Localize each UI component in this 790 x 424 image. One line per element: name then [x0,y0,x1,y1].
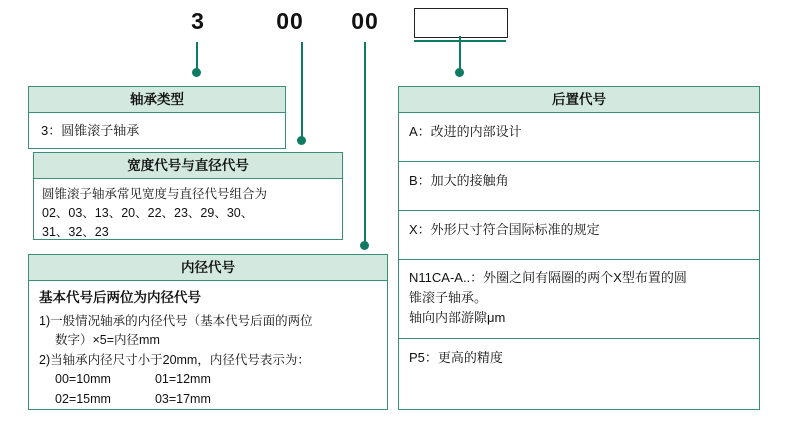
bore-code-subtitle: 基本代号后两位为内径代号 [39,290,201,305]
bore-code-03: 03=17mm [154,391,211,406]
panel-width-diameter-code [33,152,343,240]
suffix-row-x: X：外形尺寸符合国际标准的规定 [399,211,759,260]
bore-code-item1-line2: 数字）×5=内径mm [55,333,160,347]
bore-code-item2-line1: 2)当轴承内径尺寸小于20mm，内径代号表示为： [39,352,310,367]
suffix-row-n11ca-line1: N11CA-A..：外圈之间有隔圈的两个X型布置的圆 [409,270,687,285]
panel-suffix-code [398,86,760,410]
panel-bearing-type-body: 3：圆锥滚子轴承 [41,123,140,138]
suffix-code-rows [399,113,759,388]
code-digit-type: 3 [191,8,205,34]
bore-code-00: 00=10mm [55,372,111,386]
leader-dot-type [192,68,201,77]
panel-bearing-type [28,86,286,149]
panel-bore-code [28,254,388,410]
width-diameter-line-2: 02、03、13、20、22、23、29、30、 [42,206,254,220]
leader-line-width [301,42,303,142]
code-digit-width: 00 [276,8,304,34]
panel-suffix-code-title: 后置代号 [399,87,759,113]
suffix-row-a: A：改进的内部设计 [399,113,759,162]
suffix-row-b: B：加大的接触角 [399,162,759,211]
bore-code-item1-line1: 1)一般情况轴承的内径代号（基本代号后面的两位 [39,313,313,328]
code-suffix-box [414,8,508,38]
bore-code-01: 01=12mm [154,372,211,386]
code-digit-bore: 00 [351,8,379,34]
width-diameter-line-1: 圆锥滚子轴承常见宽度与直径代号组合为 [42,187,268,201]
leader-line-bore [364,42,366,247]
suffix-row-n11ca [399,260,759,339]
bore-code-02: 02=15mm [55,391,111,406]
panel-bearing-type-title: 轴承类型 [29,87,285,113]
suffix-row-n11ca-line2: 锥滚子轴承。 [409,290,488,305]
leader-line-suffix-cross [414,40,506,42]
suffix-row-n11ca-line3: 轴向内部游隙μm [409,310,506,325]
panel-bore-code-body [29,281,387,416]
panel-bore-code-title: 内径代号 [29,255,387,281]
leader-dot-bore [360,241,369,250]
width-diameter-line-3: 31、32、23 [42,225,109,239]
panel-width-diameter-body [34,179,342,247]
suffix-row-p5: P5：更高的精度 [409,350,503,365]
bore-code-item2-row2 [39,390,377,410]
bore-code-item2-row1 [39,370,377,390]
leader-dot-width [297,136,306,145]
panel-width-diameter-title: 宽度代号与直径代号 [34,153,342,179]
leader-dot-suffix [455,68,464,77]
